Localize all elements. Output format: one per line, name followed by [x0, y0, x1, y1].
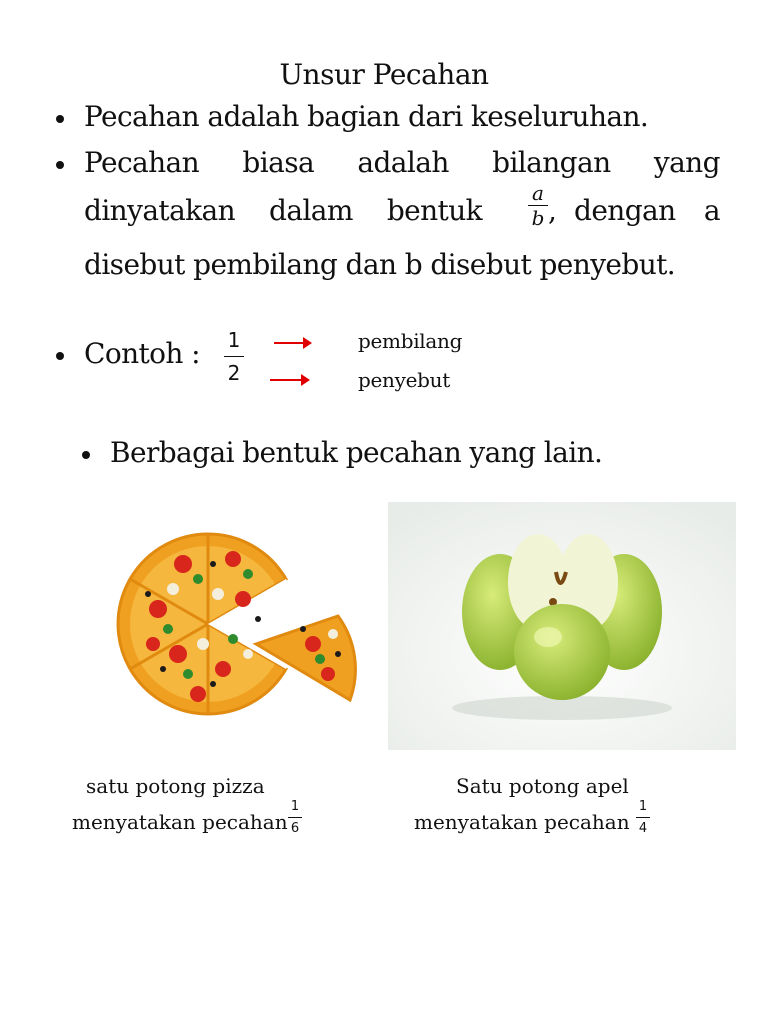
denominator-label: penyebut [358, 368, 450, 392]
apple-fraction [636, 800, 650, 835]
pizza-caption-line2: menyatakan pecahan [72, 810, 288, 834]
bullet-text-other-forms: Berbagai bentuk pecahan yang lain. [110, 436, 603, 469]
fraction-numerator: 1 [638, 799, 648, 814]
fraction-bar [636, 817, 650, 818]
bullet-text-ordinary-fraction-line3: disebut pembilang dan b disebut penyebut. [84, 248, 676, 281]
word: a [703, 194, 720, 227]
bullet-text-definition: Pecahan adalah bagian dari keseluruhan. [84, 100, 649, 133]
word: Pecahan [84, 146, 200, 179]
word: bilangan [492, 146, 611, 179]
fraction-bar [288, 817, 302, 818]
fraction-denominator: 6 [290, 821, 300, 836]
word: yang [653, 146, 720, 179]
fraction-denominator: b [531, 206, 545, 230]
word: dalam [269, 194, 353, 227]
bullet-dot [56, 352, 64, 360]
pizza-image [88, 504, 360, 744]
fraction-numerator: a [532, 181, 544, 205]
fraction-numerator: 1 [227, 328, 241, 352]
word: bentuk [386, 194, 482, 227]
numerator-label: pembilang [358, 329, 463, 353]
fraction-denominator: 2 [227, 361, 241, 385]
fraction-bar [224, 356, 244, 357]
example-label: Contoh : [84, 337, 200, 370]
fraction-a-over-b [528, 183, 548, 228]
pizza-caption-line1: satu potong pizza [86, 774, 265, 798]
example-fraction [224, 330, 244, 383]
word: dinyatakan [84, 194, 236, 227]
pizza-fraction [288, 800, 302, 835]
bullet-text-ordinary-fraction-line2-left [84, 194, 482, 227]
page-title: Unsur Pecahan [279, 58, 489, 91]
fraction-numerator: 1 [290, 799, 300, 814]
apple-caption-line1: Satu potong apel [456, 774, 629, 798]
apple-caption-line2: menyatakan pecahan [414, 810, 630, 834]
arrow-to-denominator-icon [270, 379, 308, 381]
fraction-denominator: 4 [638, 821, 648, 836]
pizza-icon [88, 504, 360, 744]
bullet-text-ordinary-fraction-line2-right [574, 194, 720, 227]
word: biasa [242, 146, 315, 179]
arrow-to-numerator-icon [274, 342, 310, 344]
apple-image [388, 502, 736, 750]
word: adalah [357, 146, 449, 179]
bullet-dot [56, 161, 64, 169]
apple-icon [388, 502, 736, 750]
bullet-text-ordinary-fraction-line1 [84, 146, 720, 179]
comma: , [548, 194, 557, 227]
bullet-dot [56, 115, 64, 123]
word: dengan [574, 194, 676, 227]
bullet-dot [82, 451, 90, 459]
